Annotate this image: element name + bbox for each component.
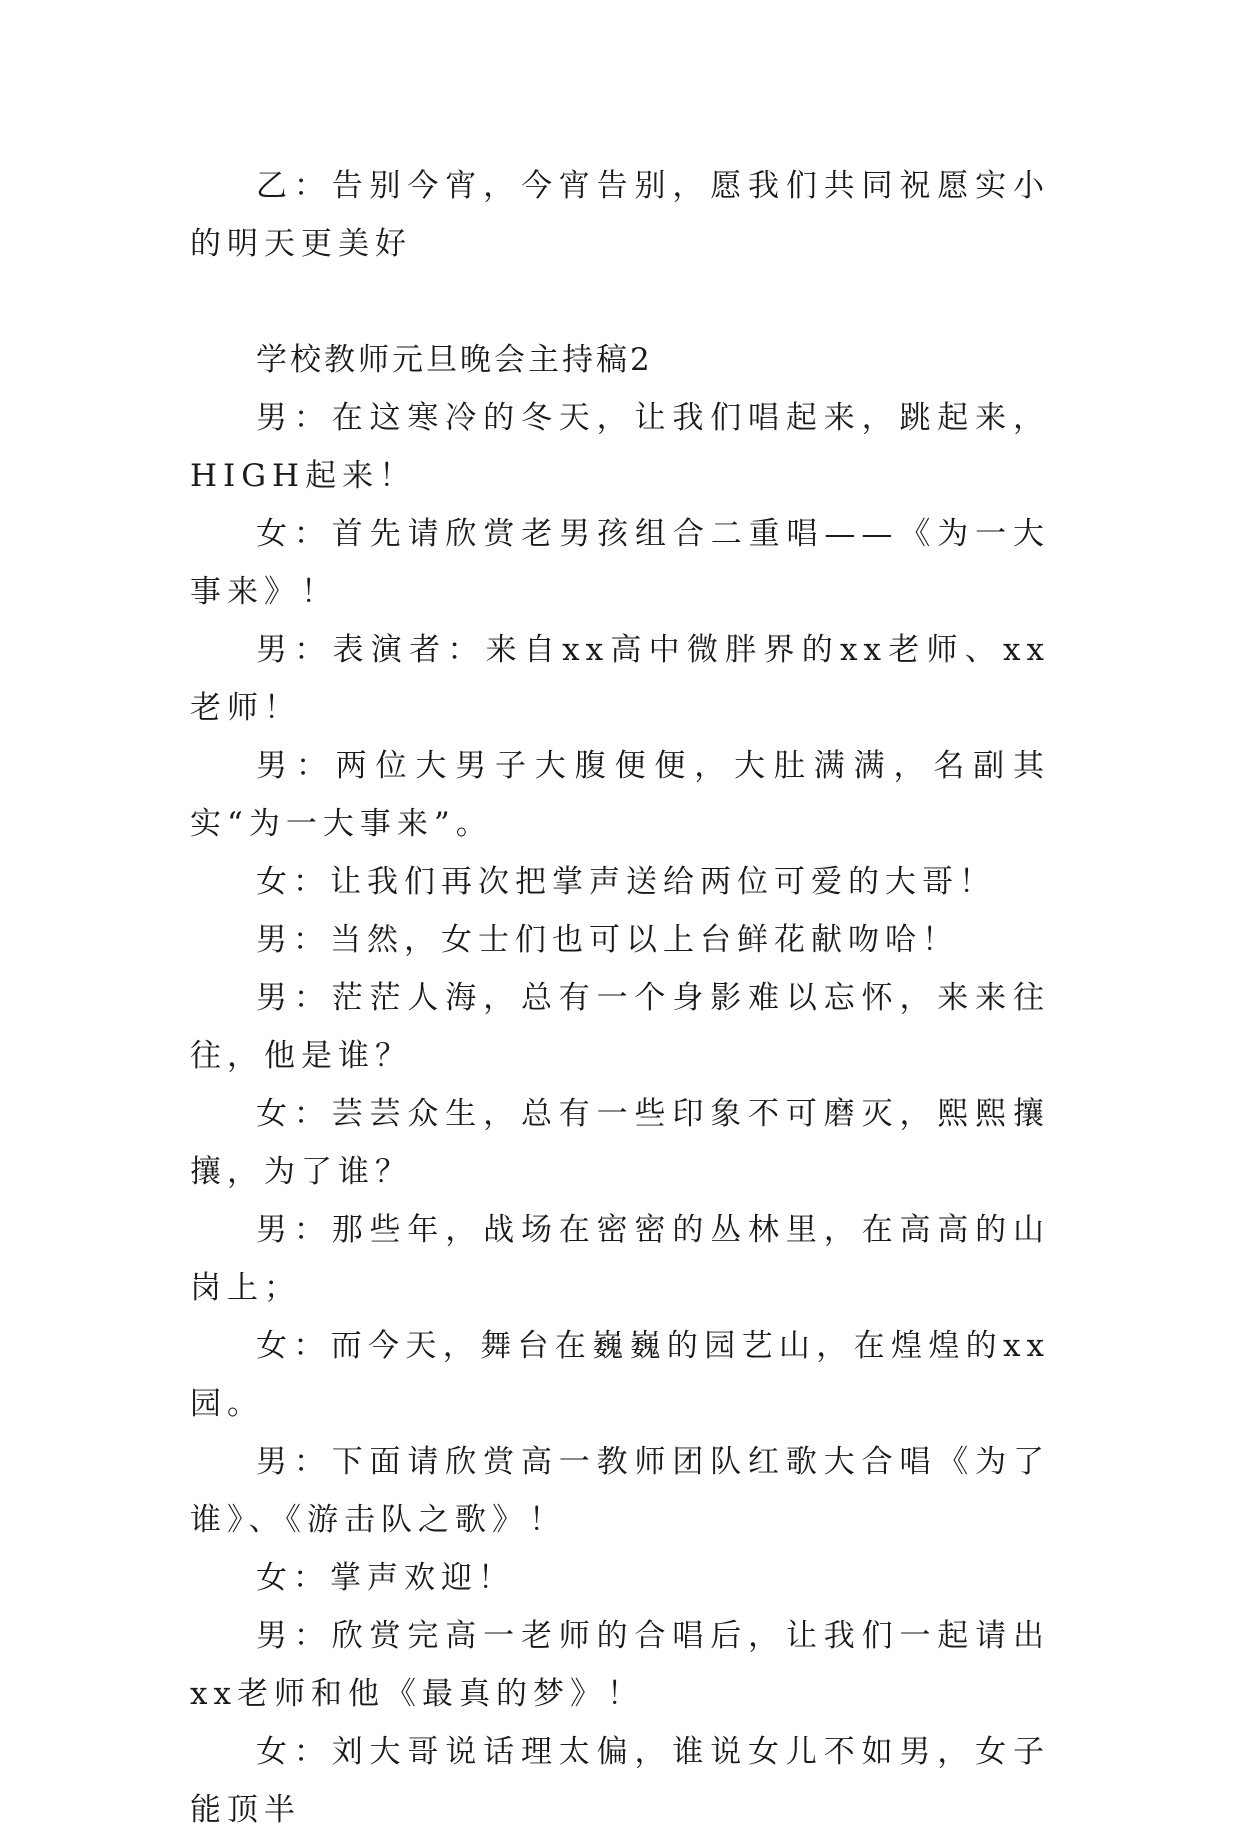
section-2 — [190, 331, 1050, 1839]
paragraph: 男：那些年，战场在密密的丛林里，在高高的山岗上； — [190, 1212, 1050, 1306]
paragraph: 男：表演者：来自xx高中微胖界的xx老师、xx老师！ — [190, 632, 1050, 726]
paragraph: 女：芸芸众生，总有一些印象不可磨灭，熙熙攘攘，为了谁？ — [190, 1096, 1050, 1190]
section-title: 学校教师元旦晚会主持稿2 — [256, 342, 653, 378]
section-1 — [190, 157, 1050, 273]
paragraph: 男：茫茫人海，总有一个身影难以忘怀，来来往往，他是谁？ — [190, 980, 1050, 1074]
paragraph: 男：欣赏完高一老师的合唱后，让我们一起请出xx老师和他《最真的梦》！ — [190, 1618, 1050, 1712]
paragraph: 女：而今天，舞台在巍巍的园艺山，在煌煌的xx园。 — [190, 1328, 1050, 1422]
paragraph: 男：当然，女士们也可以上台鲜花献吻哈！ — [256, 922, 959, 958]
paragraph: 女：掌声欢迎！ — [256, 1560, 515, 1596]
paragraph: 乙：告别今宵，今宵告别，愿我们共同祝愿实小的明天更美好 — [190, 168, 1050, 262]
paragraph: 男：两位大男子大腹便便，大肚满满，名副其实“为一大事来”。 — [190, 748, 1050, 842]
paragraph: 女：让我们再次把掌声送给两位可爱的大哥！ — [256, 864, 996, 900]
paragraph: 男：下面请欣赏高一教师团队红歌大合唱《为了谁》、《游击队之歌》！ — [190, 1444, 1050, 1538]
paragraph: 女：首先请欣赏老男孩组合二重唱——《为一大事来》！ — [190, 516, 1050, 610]
paragraph: 男：在这寒冷的冬天，让我们唱起来，跳起来，HIGH起来！ — [190, 400, 1050, 494]
paragraph: 女：刘大哥说话理太偏，谁说女儿不如男，女子能顶半 — [190, 1734, 1050, 1828]
